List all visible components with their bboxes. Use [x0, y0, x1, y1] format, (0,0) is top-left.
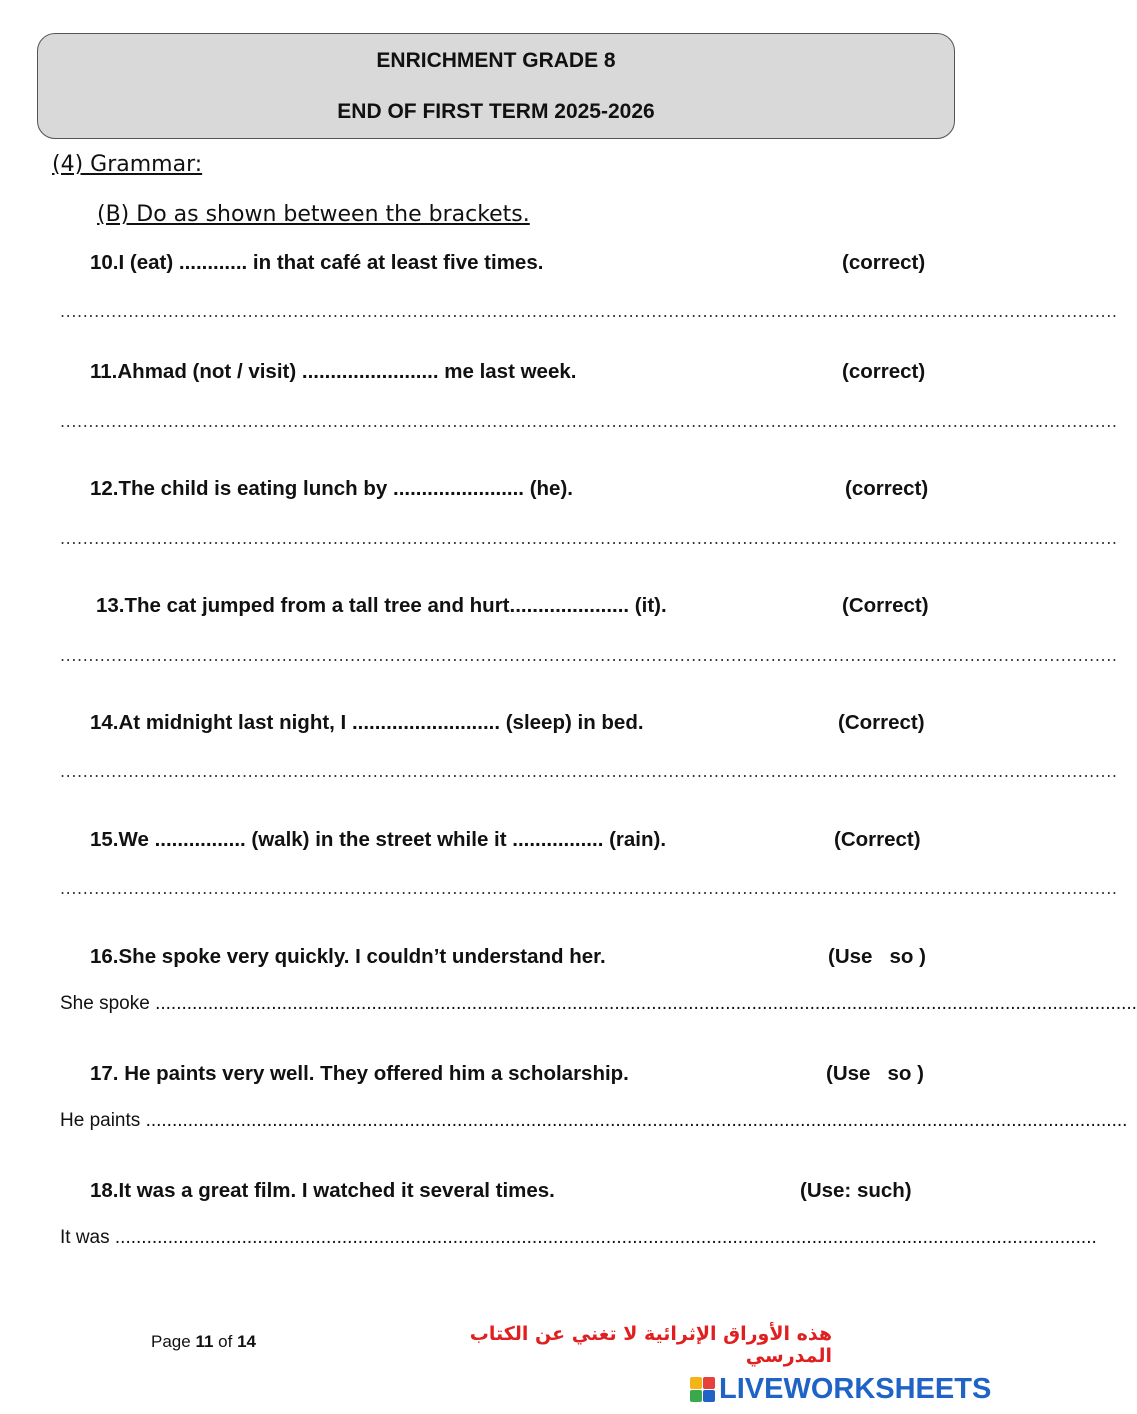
- question-13-tag: (Correct): [842, 594, 929, 617]
- question-number: 18.: [90, 1179, 119, 1202]
- header-title: ENRICHMENT GRADE 8: [376, 49, 616, 72]
- answer-line-15[interactable]: ..........................................................................................................................................................................................: [60, 879, 1118, 898]
- question-number: 10.: [90, 251, 119, 274]
- question-text: At midnight last night, I .......................... (sleep) in bed.: [118, 711, 644, 734]
- answer-line-17[interactable]: [60, 1110, 1128, 1132]
- brand-name: LIVEWORKSHEETS: [719, 1373, 992, 1405]
- question-text: The cat jumped from a tall tree and hurt..................... (it).: [124, 594, 667, 617]
- liveworksheets-icon: [690, 1377, 716, 1403]
- page-total: 14: [237, 1332, 256, 1351]
- question-16: [90, 945, 606, 969]
- question-text: It was a great film. I watched it several times.: [118, 1179, 555, 1202]
- question-17: [90, 1062, 629, 1086]
- page-of: of: [218, 1332, 233, 1351]
- question-number: 11.: [90, 360, 118, 383]
- header-box: [37, 33, 955, 139]
- answer-line-16[interactable]: [60, 993, 1137, 1015]
- liveworksheets-logo[interactable]: [690, 1373, 991, 1406]
- question-text: She spoke very quickly. I couldn’t understand her.: [118, 945, 606, 968]
- page-number: [151, 1332, 256, 1352]
- question-number: 12.: [90, 477, 119, 500]
- question-12-tag: (correct): [845, 477, 929, 500]
- question-16-tag: (Use so ): [828, 945, 926, 968]
- question-number: 13.: [96, 594, 125, 617]
- question-12: [90, 477, 573, 501]
- question-18: [90, 1179, 555, 1203]
- question-text: Ahmad (not / visit) ........................ me last week.: [117, 360, 577, 383]
- answer-starter: He paints: [60, 1110, 141, 1131]
- question-10: [90, 251, 543, 275]
- answer-line-12[interactable]: ..........................................................................................................................................................................................: [60, 529, 1118, 548]
- question-14-tag: (Correct): [838, 711, 925, 734]
- question-number: 17.: [90, 1062, 119, 1085]
- answer-starter: It was: [60, 1227, 110, 1248]
- question-text: He paints very well. They offered him a scholarship.: [118, 1062, 629, 1085]
- question-17-tag: (Use so ): [826, 1062, 924, 1085]
- answer-line-14[interactable]: ..........................................................................................................................................................................................: [60, 762, 1118, 781]
- answer-dots: ..........................................................................................................................................................................................: [155, 993, 1137, 1014]
- answer-dots: ..........................................................................................................................................................................................: [114, 1227, 1097, 1248]
- question-number: 16.: [90, 945, 119, 968]
- question-10-tag: (correct): [842, 251, 926, 274]
- question-15-tag: (Correct): [834, 828, 921, 851]
- answer-line-11[interactable]: ..........................................................................................................................................................................................: [60, 412, 1118, 431]
- question-14: [90, 711, 644, 735]
- question-13: [96, 594, 667, 618]
- answer-starter: She spoke: [60, 993, 150, 1014]
- answer-line-18[interactable]: [60, 1227, 1097, 1249]
- page-label: Page: [151, 1332, 191, 1351]
- question-11-tag: (correct): [842, 360, 926, 383]
- question-18-tag: (Use: such): [800, 1179, 912, 1202]
- question-11: [90, 360, 576, 384]
- question-15: [90, 828, 666, 852]
- answer-dots: ..........................................................................................................................................................................................: [145, 1110, 1128, 1131]
- answer-line-10[interactable]: ..........................................................................................................................................................................................: [60, 302, 1118, 321]
- question-number: 14.: [90, 711, 119, 734]
- question-number: 15.: [90, 828, 119, 851]
- question-text: I (eat) ............ in that café at least five times.: [118, 251, 544, 274]
- page-current: 11: [195, 1332, 214, 1351]
- header-subtitle: END OF FIRST TERM 2025-2026: [337, 100, 655, 123]
- answer-line-13[interactable]: ..........................................................................................................................................................................................: [60, 646, 1118, 665]
- section-instruction: (B) Do as shown between the brackets.: [97, 202, 530, 227]
- question-text: The child is eating lunch by ....................... (he).: [118, 477, 573, 500]
- section-title: (4) Grammar:: [52, 152, 203, 177]
- question-text: We ................ (walk) in the street while it ................ (rain).: [118, 828, 667, 851]
- arabic-note: هذه الأوراق الإثرائية لا تغني عن الكتاب المدرسي: [469, 1323, 832, 1367]
